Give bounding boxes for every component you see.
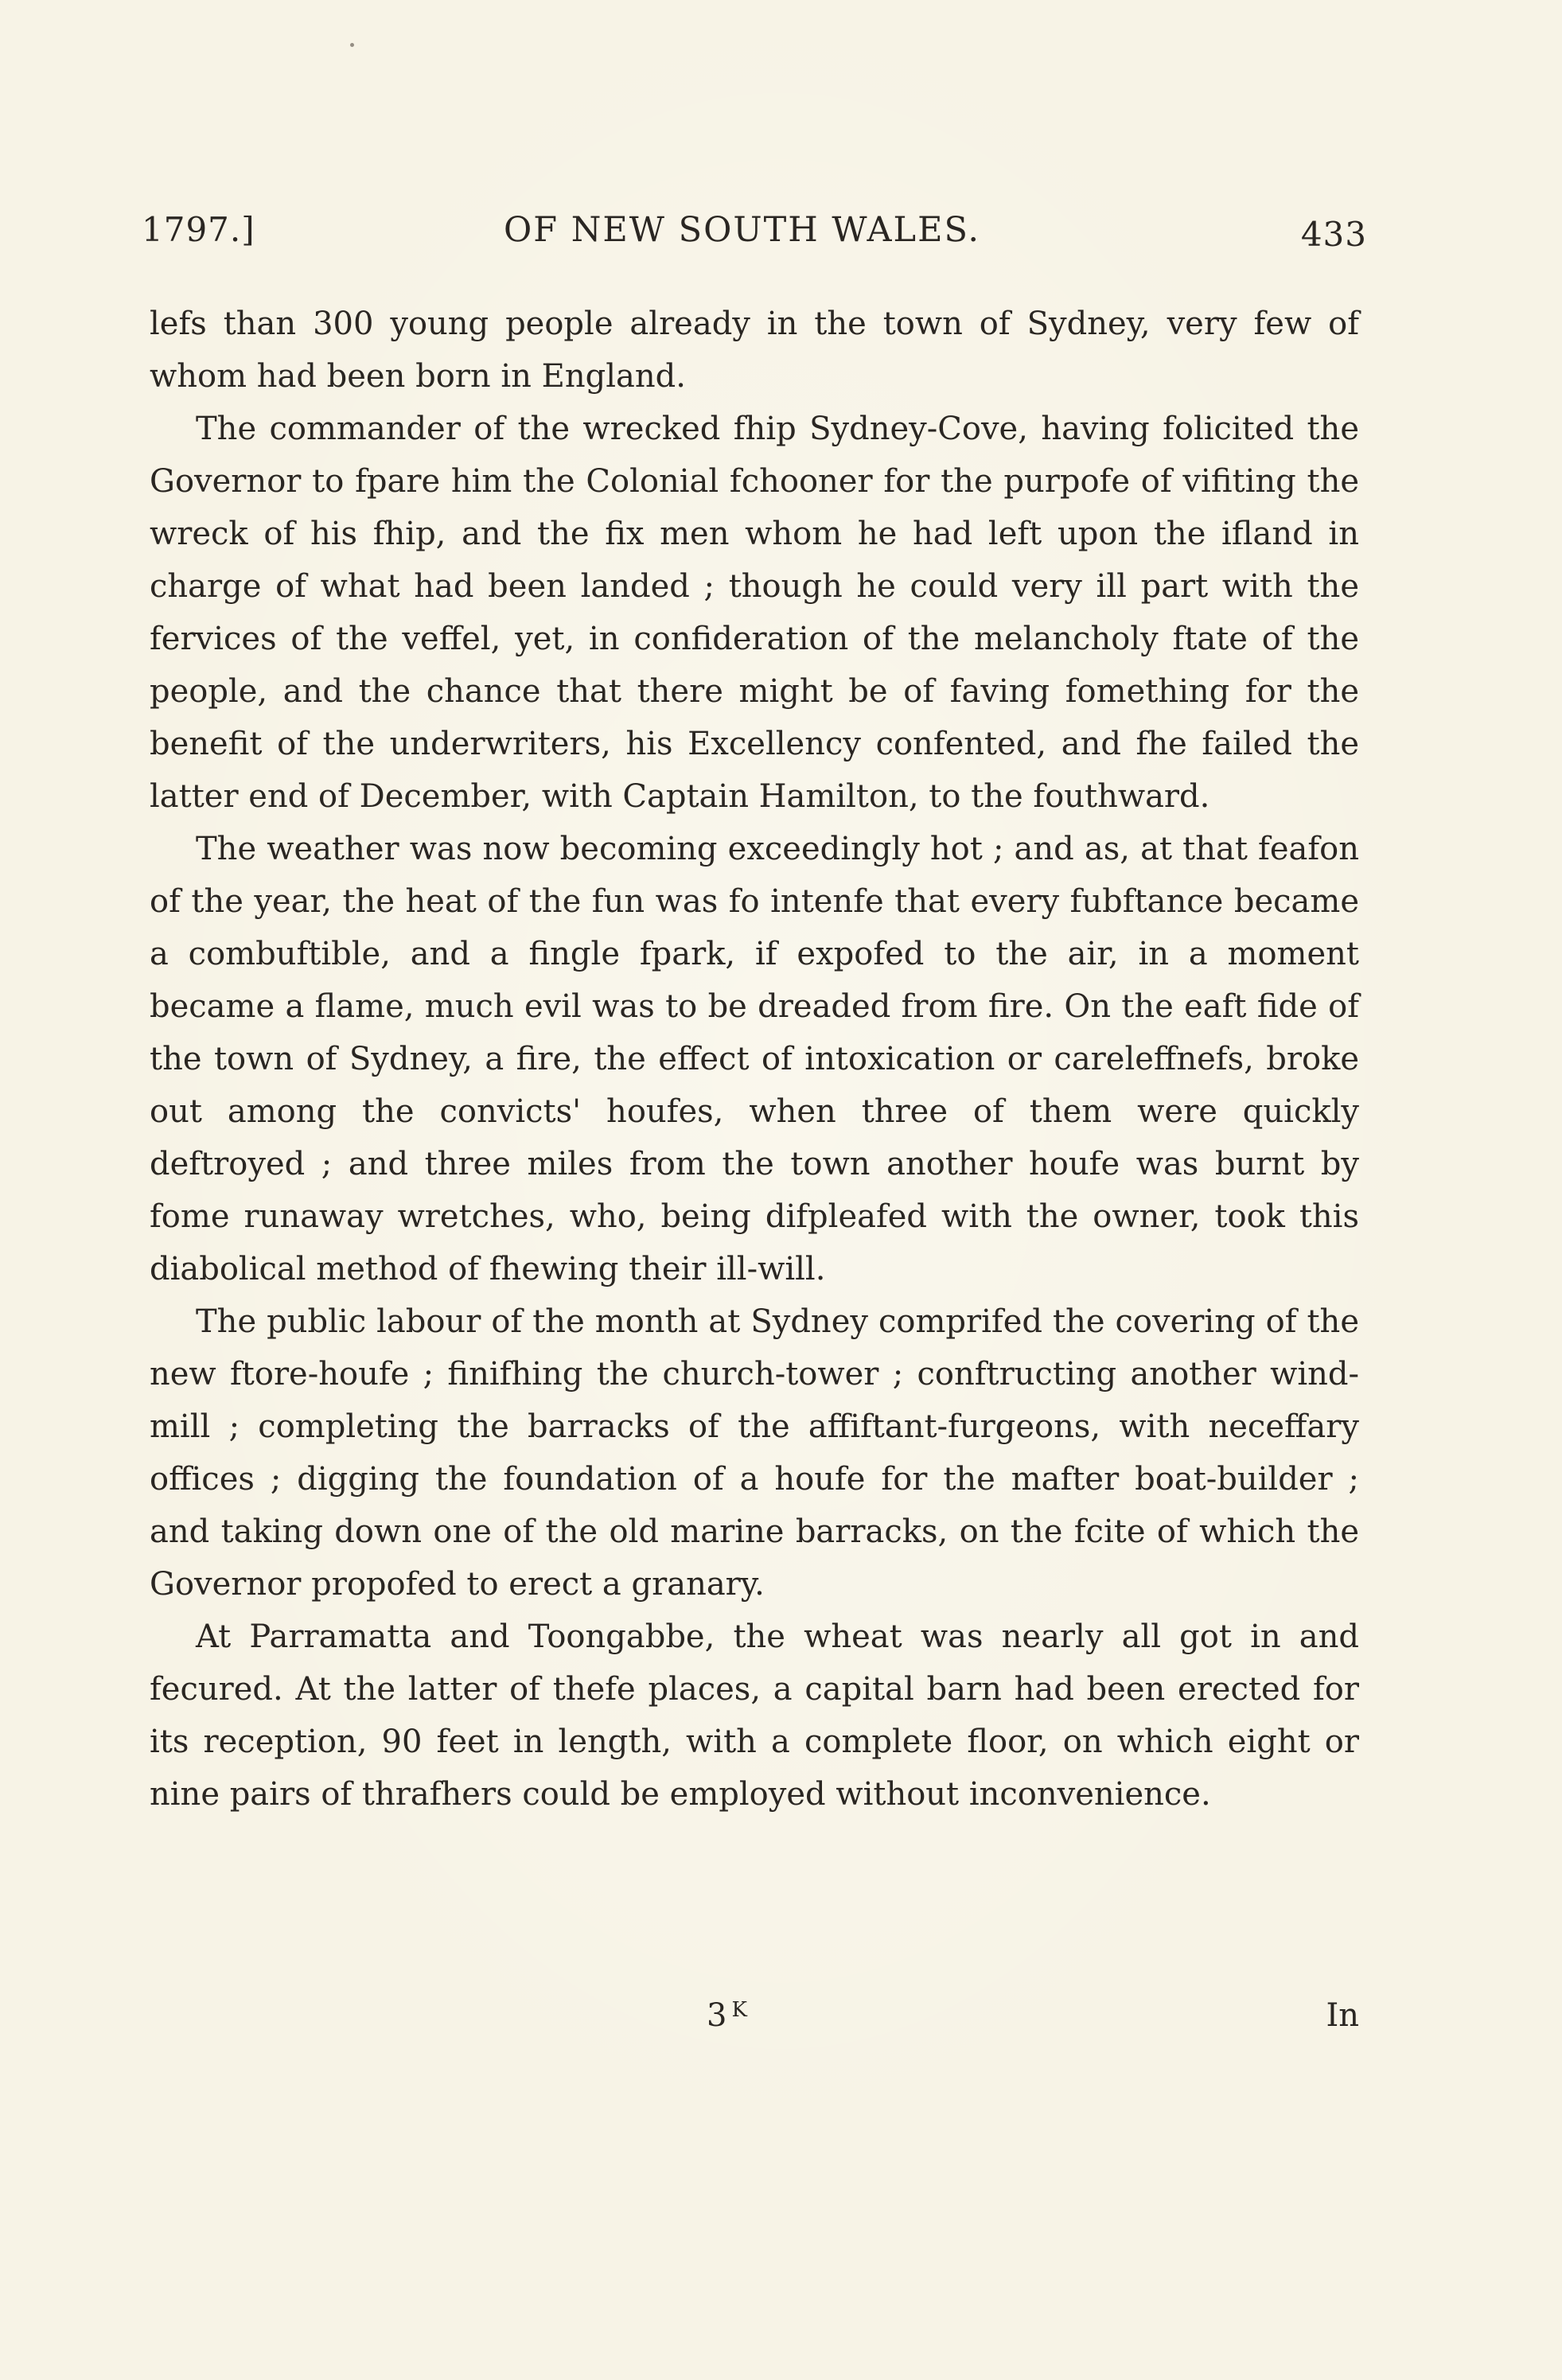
body-text	[150, 298, 1359, 1821]
signature-mark	[707, 1997, 747, 2034]
paragraph: At Parramatta and Toongabbe, the wheat was nearly all got in and fecured. At the latter of thefe places, a capital barn had been erected for its reception, 90 feet in length, with a complete floor, on which eight or nine pairs of thrafhers could be employed without inconvenience.	[150, 1618, 1359, 1813]
running-head	[142, 205, 1367, 253]
running-head-year: 1797.]	[142, 210, 255, 249]
catchword: In	[1326, 1997, 1359, 2034]
paragraph: The commander of the wrecked fhip Sydney-Cove, having folicited the Governor to fpare him the Colonial fchooner for the purpofe of vifiting the wreck of his fhip, and the fix men whom he had left upon the ifland in charge of what had been landed ; though he could very ill part with the fervices of the veffel, yet, in confideration of the melancholy ftate of the people, and the chance that there might be of faving fomething for the benefit of the underwriters, his Excellency confented, and fhe failed the latter end of December, with Captain Hamilton, to the fouthward.	[150, 411, 1359, 815]
page-footer	[150, 1997, 1359, 2045]
running-head-title: OF NEW SOUTH WALES.	[504, 210, 981, 250]
signature-number: 3	[707, 1997, 727, 2034]
page-number: 433	[1300, 215, 1367, 254]
paragraph: lefs than 300 young people already in the town of Sydney, very few of whom had been born in England.	[150, 306, 1359, 395]
ink-speck	[350, 43, 354, 47]
paragraph: The weather was now becoming exceedingly hot ; and as, at that feafon of the year, the heat of the fun was fo intenfe that every fubftance became a combuftible, and a fingle fpark, if expofed to the air, in a moment became a flame, much evil was to be dreaded from fire. On the eaft fide of the town of Sydney, a fire, the effect of intoxication or careleffnefs, broke out among the convicts' houfes, when three of them were quickly deftroyed ; and three miles from the town another houfe was burnt by fome runaway wretches, who, being difpleafed with the owner, took this diabolical method of fhewing their ill-will.	[150, 831, 1359, 1287]
signature-letter: K	[731, 1998, 747, 2022]
paragraph: The public labour of the month at Sydney comprifed the covering of the new ftore-houfe ; finifhing the church-tower ; conftructing another wind-mill ; completing the barracks of the affiftant-furgeons, with neceffary offices ; digging the foundation of a houfe for the mafter boat-builder ; and taking down one of the old marine barracks, on the fcite of which the Governor propofed to erect a granary.	[150, 1303, 1359, 1603]
